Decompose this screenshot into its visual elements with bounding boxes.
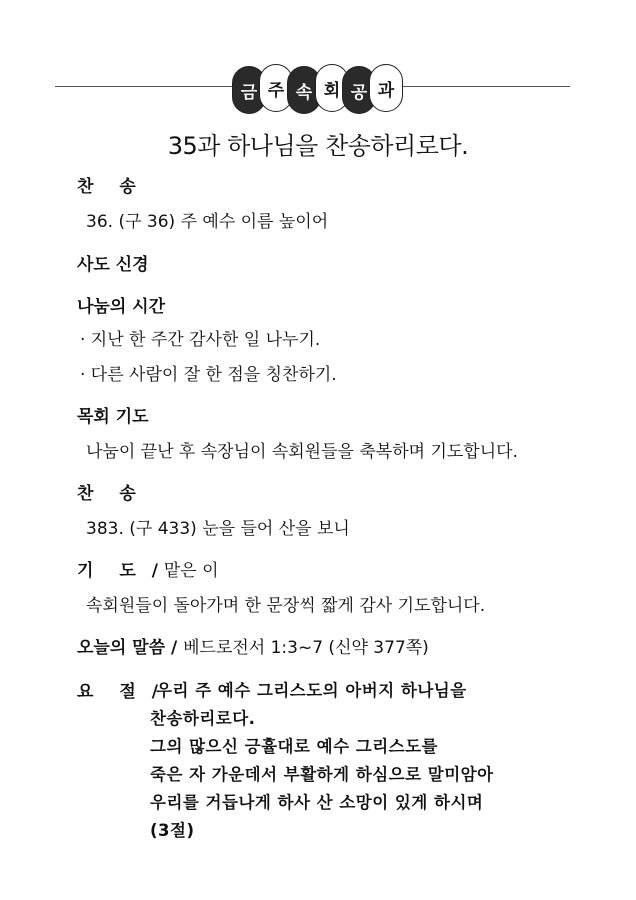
prayer-circle-text: 나눔이 끝난 후 속장님이 속회원들을 축복하며 기도합니다.: [86, 442, 518, 462]
scripture-separator: /: [170, 638, 178, 658]
sharing-item-2: · 다른 사람이 잘 한 점을 칭찬하기.: [80, 365, 337, 385]
scripture-ref: 베드로전서 1:3~7 (신약 377쪽): [183, 638, 429, 658]
page-title: 35과 하나님을 찬송하리로다.: [167, 132, 469, 160]
header-char-2: 주: [259, 64, 293, 112]
key-verse-line-4: 죽은 자 가운데서 부활하게 하심으로 말미암아: [150, 765, 494, 784]
key-verse-ref: (3절): [150, 821, 195, 840]
key-verse-line-3: 그의 많으신 긍휼대로 예수 그리스도를: [150, 737, 439, 756]
prayer-circle-label: 목회 기도: [77, 407, 149, 427]
prayer-label: 기 도 / 맡은 이: [77, 561, 219, 581]
hymn2-label: 찬 송: [77, 484, 146, 504]
header-char-5: 공: [342, 66, 376, 114]
key-verse-line-5: 우리를 거듭나게 하사 산 소망이 있게 하시며: [150, 793, 484, 812]
header-char-1: 금: [232, 66, 266, 114]
key-verse-separator: /: [151, 682, 158, 702]
prayer-leader: 맡은 이: [163, 561, 219, 581]
hymn1-label: 찬 송: [77, 177, 146, 197]
hymn1-text: 36. (구 36) 주 예수 이름 높이어: [86, 212, 329, 232]
prayer-text: 속회원들이 돌아가며 한 문장씩 짧게 감사 기도합니다.: [86, 596, 486, 616]
header-char-3: 속: [287, 66, 321, 114]
hymn2-text: 383. (구 433) 눈을 들어 산을 보니: [86, 519, 350, 539]
key-verse-label: 요 절 /: [77, 682, 158, 702]
key-verse-line-2: 찬송하리로다.: [150, 709, 256, 728]
sharing-label: 나눔의 시간: [77, 297, 166, 317]
creed-label: 사도 신경: [77, 255, 149, 275]
key-verse-line-1: 우리 주 예수 그리스도의 아버지 하나님을: [156, 681, 467, 700]
scripture-label: 오늘의 말씀 / 베드로전서 1:3~7 (신약 377쪽): [77, 638, 429, 658]
header-char-6: 과: [369, 64, 403, 112]
sharing-item-1: · 지난 한 주간 감사한 일 나누기.: [80, 330, 321, 350]
header-badge: [232, 64, 404, 114]
header-char-4: 회: [315, 64, 349, 112]
prayer-separator: /: [151, 561, 158, 581]
